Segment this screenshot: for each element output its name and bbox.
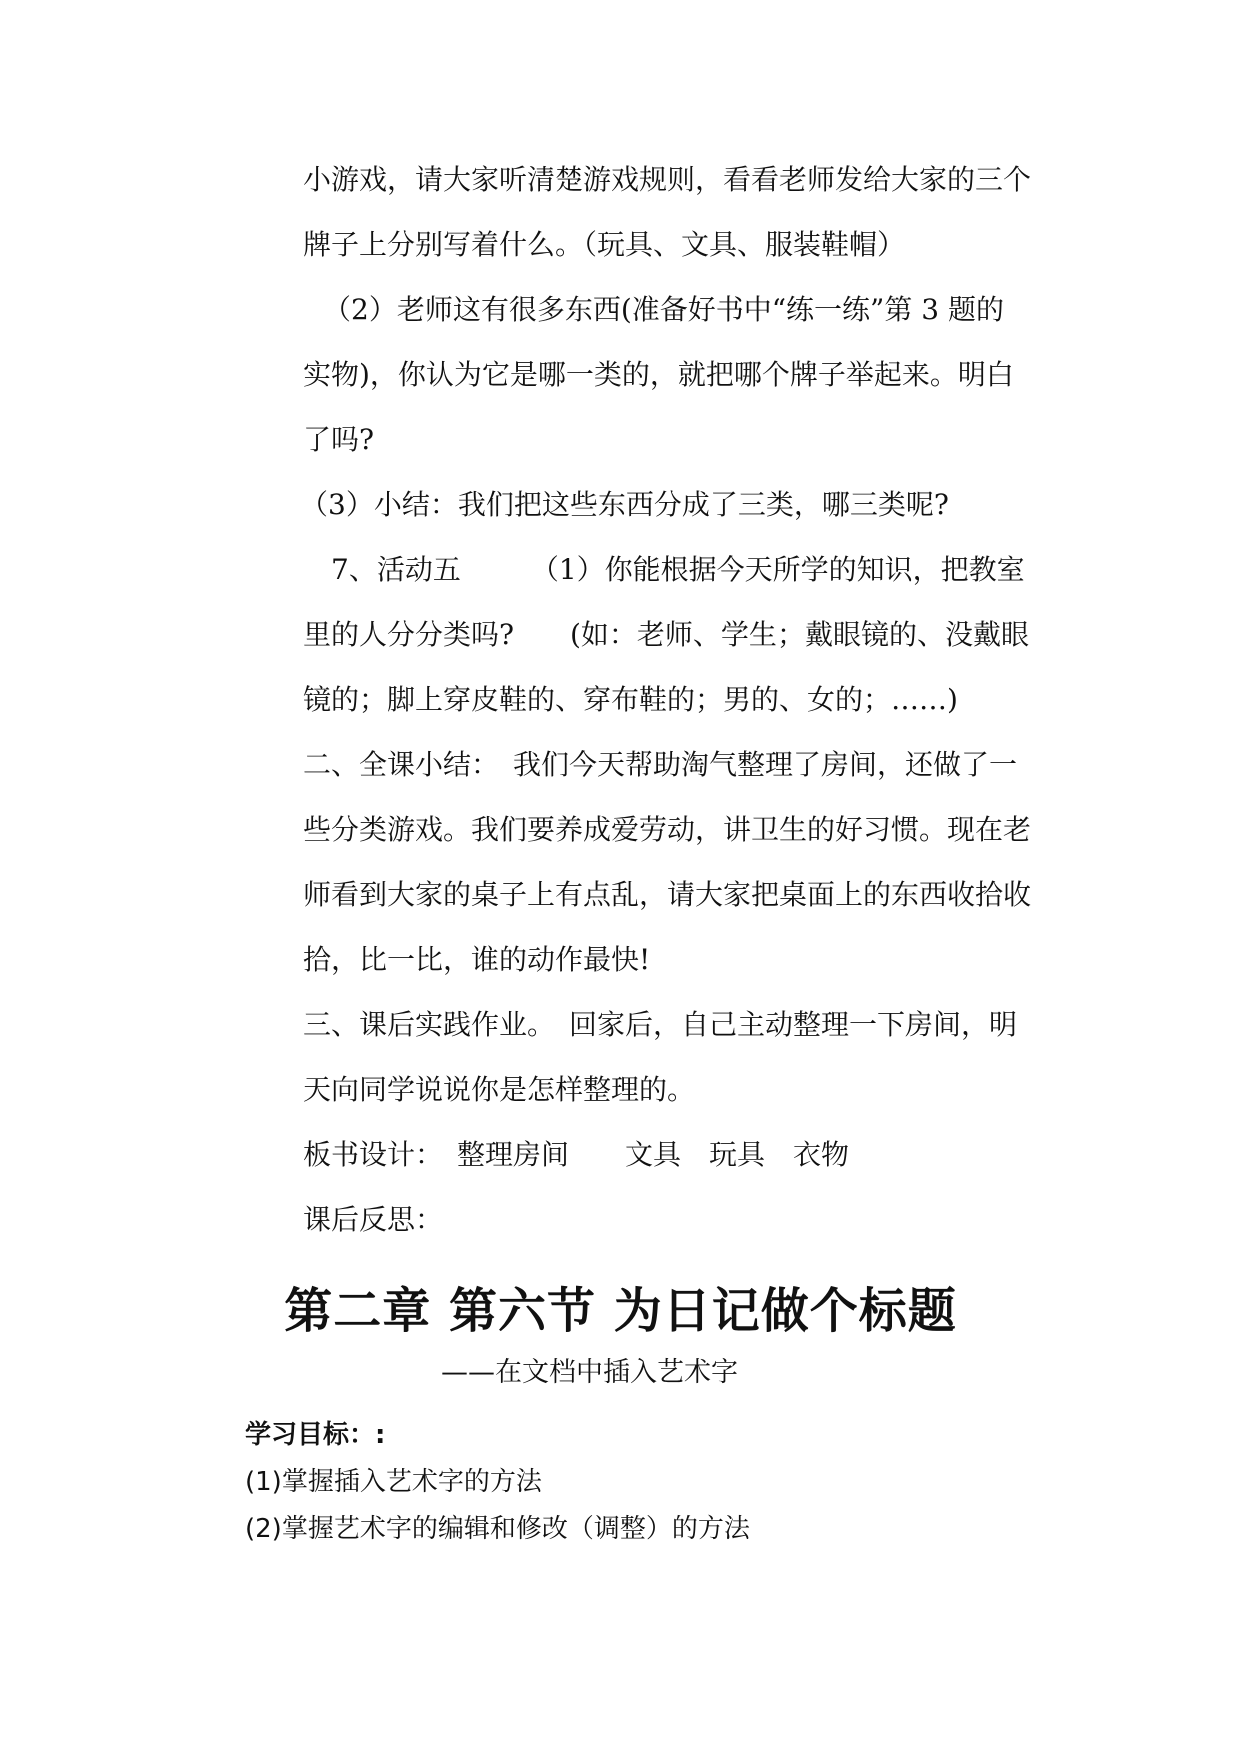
paragraph-line: 些分类游戏。我们要养成爱劳动，讲卫生的好习惯。现在老 <box>303 813 1032 846</box>
paragraph-line: 三、课后实践作业。 回家后，自己主动整理一下房间，明 <box>303 1008 1018 1041</box>
paragraph-line: （3）小结：我们把这些东西分成了三类，哪三类呢? <box>300 488 949 521</box>
paragraph-line: 牌子上分别写着什么。（玩具、文具、服装鞋帽） <box>303 228 906 261</box>
paragraph-line: 天向同学说说你是怎样整理的。 <box>303 1073 696 1106</box>
paragraph-line: 课后反思： <box>303 1203 444 1236</box>
objective-item: (2)掌握艺术字的编辑和修改（调整）的方法 <box>245 1514 750 1544</box>
paragraph-line: 了吗? <box>303 423 375 456</box>
chapter-title: 第二章 第六节 为日记做个标题 <box>284 1283 957 1339</box>
objectives-heading: 学习目标：: <box>245 1420 386 1450</box>
paragraph-line: （2）老师这有很多东西(准备好书中“练一练”第 3 题的 <box>323 293 1004 326</box>
paragraph-line: 镜的；脚上穿皮鞋的、穿布鞋的；男的、女的；……) <box>303 683 958 716</box>
paragraph-line: 二、全课小结： 我们今天帮助淘气整理了房间，还做了一 <box>303 748 1018 781</box>
paragraph-line: 7、活动五 （1）你能根据今天所学的知识，把教室 <box>331 553 1025 586</box>
objective-item: (1)掌握插入艺术字的方法 <box>245 1467 542 1497</box>
paragraph-line: 师看到大家的桌子上有点乱，请大家把桌面上的东西收拾收 <box>303 878 1032 911</box>
paragraph-line: 实物)，你认为它是哪一类的，就把哪个牌子举起来。明白 <box>303 358 1014 391</box>
paragraph-line: 板书设计： 整理房间 文具 玩具 衣物 <box>303 1138 850 1171</box>
paragraph-line: 里的人分分类吗? (如：老师、学生；戴眼镜的、没戴眼 <box>303 618 1029 651</box>
chapter-subtitle: ——在文档中插入艺术字 <box>441 1357 738 1388</box>
paragraph-line: 小游戏，请大家听清楚游戏规则，看看老师发给大家的三个 <box>303 163 1032 196</box>
paragraph-line: 拾，比一比，谁的动作最快! <box>303 943 651 976</box>
